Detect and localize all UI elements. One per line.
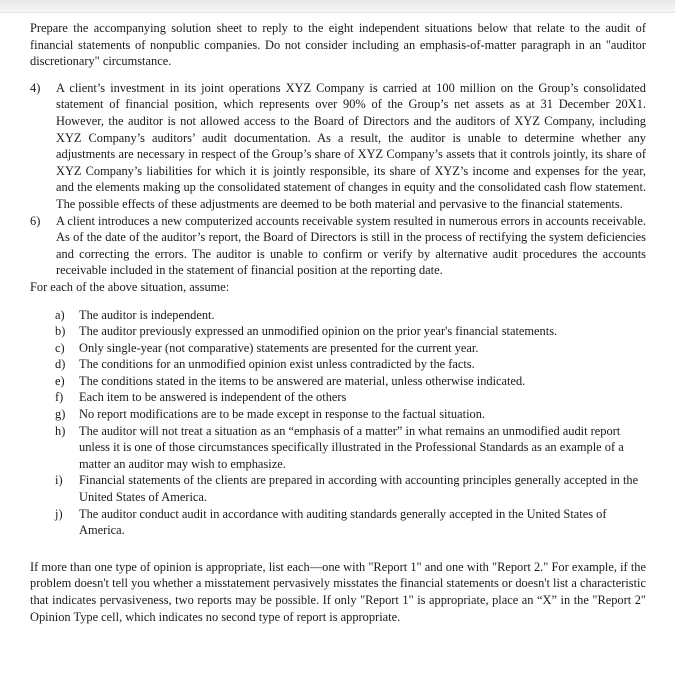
assumption-letter: c) [55,340,65,355]
assumption-text: The auditor conduct audit in accordance with auditing standards generally accepted in the United States of America. [79,506,607,538]
assumption-letter: d) [55,357,66,372]
case-item [30,213,646,279]
case-list [30,80,646,279]
assumption-letter: e) [55,373,65,388]
assumption-text: The auditor will not treat a situation as an “emphasis of a matter” in what remains an unmodified audit report unless it is one of those circumstances specifically illustrated in the Professional Standards as an example of a matter an auditor may wish to emphasize. [79,423,624,471]
case-item [30,80,646,213]
case-number: 6) [30,213,41,228]
assumption-list [30,307,646,539]
assumption-letter: g) [55,407,66,422]
assumption-text: The auditor is independent. [79,307,215,322]
assumption-letter: j) [55,506,63,521]
assumption-text: The conditions stated in the items to be answered are material, unless otherwise indicated. [79,373,526,388]
assumption-text: Each item to be answered is independent of the others [79,390,347,405]
assumption-text: The auditor previously expressed an unmodified opinion on the prior year's financial statements. [79,324,558,339]
assumption-item [55,389,646,406]
top-edge-bar [0,0,675,13]
case-text: A client’s investment in its joint operations XYZ Company is carried at 100 million on the Group’s consolidated statement of financial position, which represents over 90% of the Group’s net assets as at 31 December 20X1. However, the auditor is not allowed access to the Board of Directors and the auditors of XYZ Company, including XYZ Company’s auditors’ audit documentation. As a result, the auditor is unable to determine whether any adjustments are necessary in respect of the Group’s share of XYZ Company’s assets that it controls jointly, its share of XYZ Company’s liabilities for which it is jointly responsible, its share of XYZ’s income and expenses for the year, and the elements making up the consolidated statement of changes in equity and the consolidated cash flow statement. The possible effects of these adjustments are deemed to be both material and pervasive to the financial statements. [56,80,646,211]
assumption-item [55,423,646,473]
assumption-item [55,340,646,357]
assumption-item [55,472,646,505]
assumption-letter: a) [55,307,65,322]
assumption-text: No report modifications are to be made except in response to the factual situation. [79,407,486,422]
assumption-item [55,373,646,390]
assumption-letter: i) [55,473,63,488]
outro-paragraph: If more than one type of opinion is appropriate, list each—one with "Report 1" and one with "Report 2." For example, if the problem doesn't tell you whether a misstatement pervasively misstates the financial statements or doesn't list a characteristic that indicates pervasiveness, two reports may be possible. If only "Report 1" is appropriate, place an “X” in the "Report 2" Opinion Type cell, which indicates no second type of report is appropriate. [30,559,646,624]
assumption-item [55,406,646,423]
assumption-letter: f) [55,390,64,405]
assumption-letter: h) [55,423,66,438]
case-text: A client introduces a new computerized accounts receivable system resulted in numerous errors in accounts receivable. As of the date of the auditor’s report, the Board of Directors is still in the process of rectifying the system deficiencies and correcting the errors. The auditor is unable to confirm or verify by alternative audit procedures the accounts receivable included in the statement of financial position at the reporting date. [56,213,646,278]
assumptions-heading: For each of the above situation, assume: [30,279,230,294]
assumption-text: Financial statements of the clients are prepared in according with accounting principles generally accepted in the United States of America. [79,473,639,505]
assumption-text: Only single-year (not comparative) statements are presented for the current year. [79,340,479,355]
assumption-letter: b) [55,324,66,339]
document-page [30,20,646,625]
assumption-text: The conditions for an unmodified opinion exist unless contradicted by the facts. [79,357,475,372]
case-number: 4) [30,80,41,95]
intro-paragraph: Prepare the accompanying solution sheet to reply to the eight independent situations below that relate to the audit of financial statements of nonpublic companies. Do not consider including an emphasis-of-matter paragraph in an "auditor discretionary" circumstance. [30,21,646,69]
assumption-item [55,506,646,539]
assumption-item [55,356,646,373]
assumption-item [55,323,646,340]
assumption-item [55,307,646,324]
